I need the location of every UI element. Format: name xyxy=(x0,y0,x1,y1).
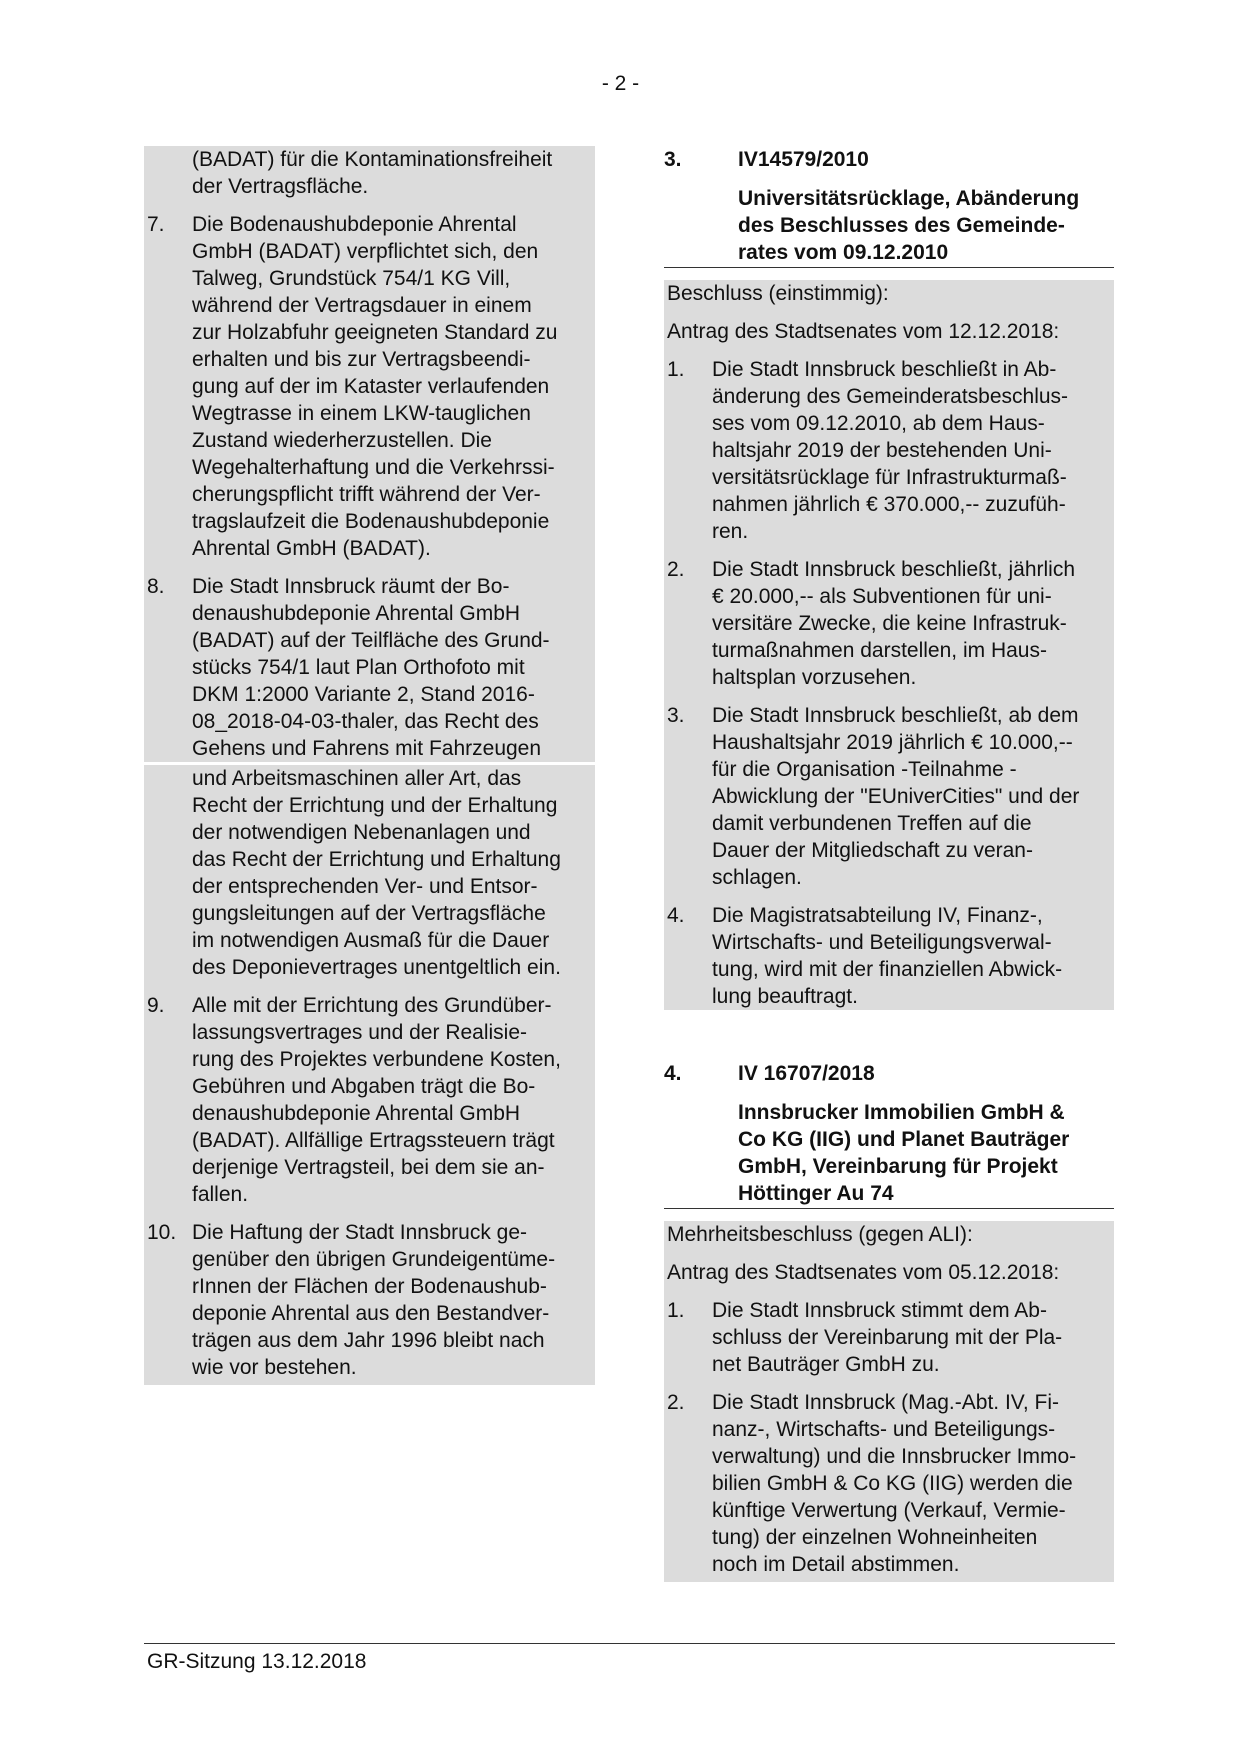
section-number: 3. xyxy=(664,148,682,171)
list-item-8-continued: und Arbeitsmaschinen aller Art, das Recht der Errichtung und der Erhaltung der notwendigen Nebenanlagen und das Recht der Errichtung und Erhaltung der entsprechenden Ver- und Entsor- gungsleitungen auf der Vertragsfläche im notwendigen Ausmaß für die Dauer des Deponievertrages unentgeltlich ein. xyxy=(192,767,561,979)
resolution-item-1: 1. Die Stadt Innsbruck beschließt in Ab- änderung des Gemeinderatsbeschlus- ses vom 09.12.2010, ab dem Haus- haltsjahr 2019 der bestehenden Uni- versitätsrücklage für Infrastrukturmaß- nahmen jährlich € 370.000,-- zuzufüh- ren. xyxy=(667,358,1069,543)
section-code: IV14579/2010 xyxy=(738,148,869,171)
left-shaded-block-2 xyxy=(144,765,595,1385)
decision-label: Beschluss (einstimmig): xyxy=(667,282,889,305)
motion-label: Antrag des Stadtsenates vom 12.12.2018: xyxy=(667,320,1060,343)
section-number: 4. xyxy=(664,1062,682,1085)
list-item-text: Die Stadt Innsbruck räumt der Bo- denaushubdeponie Ahrental GmbH (BADAT) auf der Teilfläche des Grund- stücks 754/1 laut Plan Orthofoto mit DKM 1:2000 Variante 2, Stand 2016- 08_2018-04-03-thaler, das Recht des Gehens und Fahrens mit Fahrzeugen xyxy=(192,575,550,760)
section-4-heading xyxy=(664,1060,1114,1207)
list-item-7: 7. Die Bodenaushubdeponie Ahrental GmbH (BADAT) verpflichtet sich, den Talweg, Grundstück 754/1 KG Vill, während der Vertragsdauer in einem zur Holzabfuhr geeigneten Standard zu erhalten und bis zur Vertragsbeendi- gung auf der im Kataster verlaufenden Wegtrasse in einem LKW-tauglichen Zustand wiederherzustellen. Die Wegehalterhaftung und die Verkehrssi- cherungspflicht trifft während der Ver- tragslaufzeit die Bodenaushubdeponie Ahrental GmbH (BADAT). xyxy=(144,211,595,562)
motion-label: Antrag des Stadtsenates vom 05.12.2018: xyxy=(667,1261,1060,1284)
decision-label: Mehrheitsbeschluss (gegen ALI): xyxy=(667,1223,973,1246)
footer-divider xyxy=(144,1643,1115,1644)
section-title: Innsbrucker Immobilien GmbH & Co KG (IIG) und Planet Bauträger GmbH, Vereinbarung für Projekt Höttinger Au 74 xyxy=(738,1101,1070,1205)
left-column xyxy=(144,146,595,1385)
list-item-text: Alle mit der Errichtung des Grundüber- lassungsvertrages und der Realisie- rung des Projektes verbundene Kosten, Gebühren und Abgaben trägt die Bo- denaushubdeponie Ahrental GmbH (BADAT). Allfällige Ertragssteuern trägt derjenige Vertragsteil, bei dem sie an- fallen. xyxy=(192,994,561,1206)
section-3-resolution xyxy=(664,280,1114,1010)
footer-text: GR-Sitzung 13.12.2018 xyxy=(147,1650,367,1673)
resolution-item-4: 4. Die Magistratsabteilung IV, Finanz-, Wirtschafts- und Beteiligungsverwal- tung, wird mit der finanziellen Abwick- lung beauftragt. xyxy=(667,904,1063,1008)
list-item-10: 10. Die Haftung der Stadt Innsbruck ge- genüber den übrigen Grundeigentüme- rInnen der Flächen der Bodenaushub- deponie Ahrental aus den Bestandver- trägen aus dem Jahr 1996 bleibt nach wie vor bestehen. xyxy=(144,1219,595,1381)
continuation-text: (BADAT) für die Kontaminationsfreiheit der Vertragsfläche. xyxy=(192,148,553,198)
list-item-text: Die Haftung der Stadt Innsbruck ge- genüber den übrigen Grundeigentüme- rInnen der Flächen der Bodenaushub- deponie Ahrental aus den Bestandver- trägen aus dem Jahr 1996 bleibt nach wie vor bestehen. xyxy=(192,1221,556,1379)
right-column xyxy=(664,146,1114,1582)
page-number: - 2 - xyxy=(601,72,640,95)
list-item-text: Die Bodenaushubdeponie Ahrental GmbH (BADAT) verpflichtet sich, den Talweg, Grundstück 754/1 KG Vill, während der Vertragsdauer in einem zur Holzabfuhr geeigneten Standard zu erhalten und bis zur Vertragsbeendi- gung auf der im Kataster verlaufenden Wegtrasse in einem LKW-tauglichen Zustand wiederherzustellen. Die Wegehalterhaftung und die Verkehrssi- cherungspflicht trifft während der Ver- tragslaufzeit die Bodenaushubdeponie Ahrental GmbH (BADAT). xyxy=(192,213,558,560)
resolution-item-1: 1. Die Stadt Innsbruck stimmt dem Ab- schluss der Vereinbarung mit der Pla- net Bauträger GmbH zu. xyxy=(667,1299,1063,1376)
resolution-item-3: 3. Die Stadt Innsbruck beschließt, ab dem Haushaltsjahr 2019 jährlich € 10.000,-- für die Organisation -Teilnahme - Abwicklung der "EUniverCities" und der damit verbundenen Treffen auf die Dauer der Mitgliedschaft zu veran- schlagen. xyxy=(667,704,1080,889)
resolution-item-2: 2. Die Stadt Innsbruck beschließt, jährlich € 20.000,-- als Subventionen für uni- versitäre Zwecke, die keine Infrastruk- turmaßnahmen darstellen, im Haus- haltsplan vorzusehen. xyxy=(667,558,1075,689)
left-shaded-block-1 xyxy=(144,146,595,762)
section-3-heading xyxy=(664,146,1114,266)
section-4-resolution xyxy=(664,1221,1114,1582)
section-code: IV 16707/2018 xyxy=(738,1062,875,1085)
section-title: Universitätsrücklage, Abänderung des Beschlusses des Gemeinde- rates vom 09.12.2010 xyxy=(738,187,1080,264)
resolution-item-2: 2. Die Stadt Innsbruck (Mag.-Abt. IV, Fi- nanz-, Wirtschafts- und Beteiligungs- verwaltung) und die Innsbrucker Immo- bilien GmbH & Co KG (IIG) werden die künftige Verwertung (Verkauf, Vermie- tung) der einzelnen Wohneinheiten noch im Detail abstimmen. xyxy=(667,1391,1077,1576)
list-item-9: 9. Alle mit der Errichtung des Grundüber- lassungsvertrages und der Realisie- rung des Projektes verbundene Kosten, Gebühren und Abgaben trägt die Bo- denaushubdeponie Ahrental GmbH (BADAT). Allfällige Ertragssteuern trägt derjenige Vertragsteil, bei dem sie an- fallen. xyxy=(144,992,595,1208)
list-item-8: 8. Die Stadt Innsbruck räumt der Bo- denaushubdeponie Ahrental GmbH (BADAT) auf der Teilfläche des Grund- stücks 754/1 laut Plan Orthofoto mit DKM 1:2000 Variante 2, Stand 2016- 08_2018-04-03-thaler, das Recht des Gehens und Fahrens mit Fahrzeugen xyxy=(144,573,595,762)
